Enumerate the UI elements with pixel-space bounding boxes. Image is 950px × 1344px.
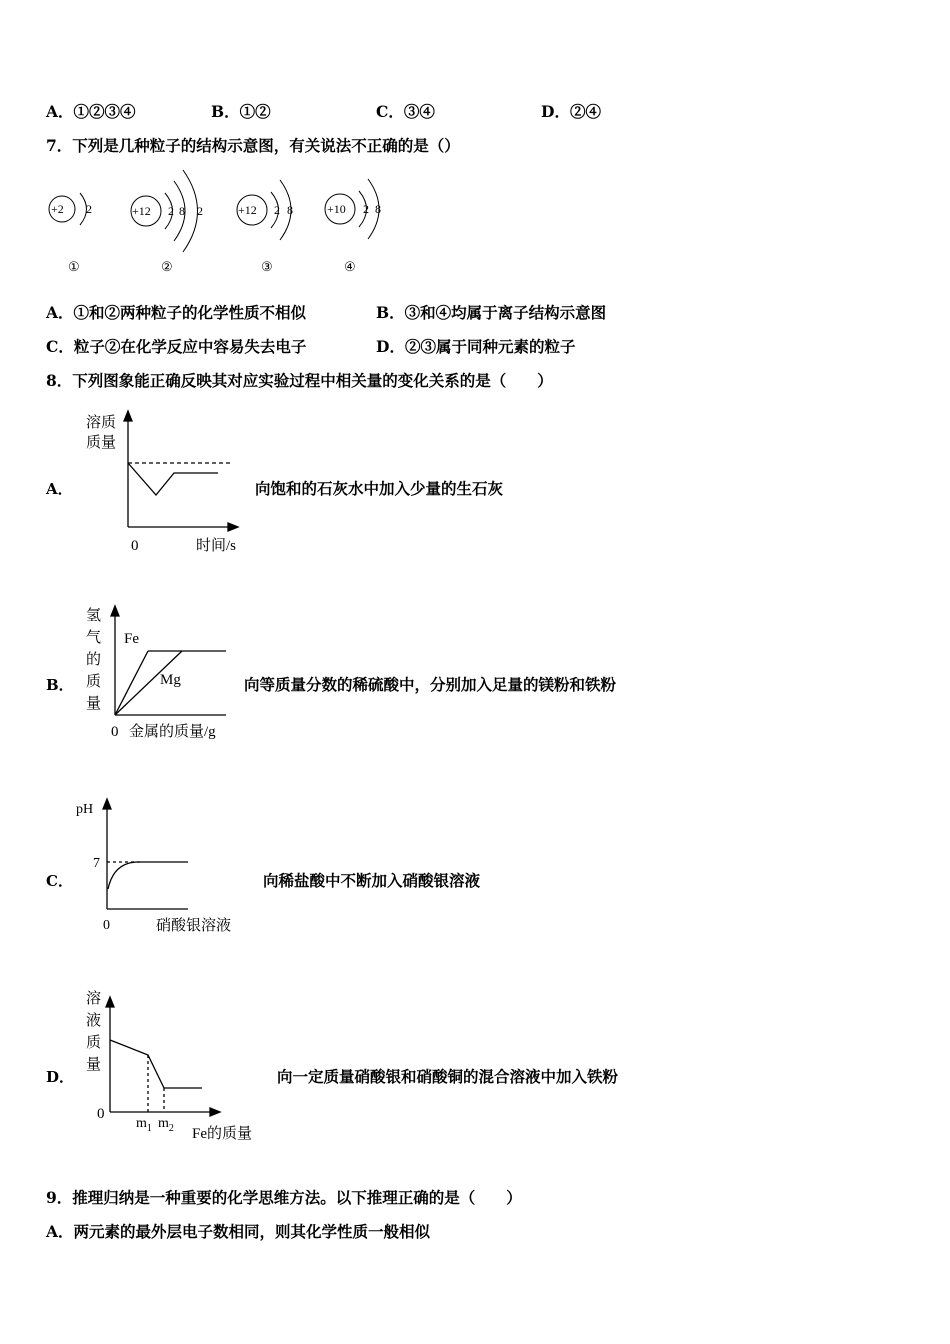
graph-d-tick-m2 [158, 1116, 174, 1134]
q8-option-d-desc: 向一定质量硝酸银和硝酸铜的混合溶液中加入铁粉 [277, 1067, 619, 1086]
q8-option-d-graph [78, 985, 278, 1145]
particle-2-shell-1-electrons: 2 [168, 204, 174, 218]
particle-2-nucleus-charge: +12 [132, 204, 151, 218]
graph-d-tick-m1-sub: 1 [146, 1123, 152, 1134]
q8-option-c-graph [70, 793, 250, 938]
q6-option-b-text: ①② [239, 102, 271, 121]
graph-a-xlabel: 时间/s [196, 538, 237, 554]
graph-d-x-axis-arrow [210, 1108, 220, 1116]
q6-option-d-text: ②④ [569, 102, 601, 121]
q6-option-d-letter: D． [541, 102, 570, 121]
q8-option-b-desc: 向等质量分数的稀硫酸中，分别加入足量的镁粉和铁粉 [244, 675, 617, 694]
q6-option-c-text: ③④ [403, 102, 435, 121]
graph-d-tick-m1-base: m [136, 1116, 147, 1131]
graph-b-series-fe-label: Fe [124, 631, 139, 647]
particle-2-shell-2-electrons: 8 [179, 204, 185, 218]
q9-option-a-letter: A． [46, 1222, 74, 1241]
particle-1-shell-1-electrons: 2 [86, 202, 92, 216]
q7-atomic-structure-diagrams [40, 165, 400, 280]
q8-option-a-graph [78, 405, 258, 555]
particle-1-mark: ① [68, 259, 80, 274]
particle-2-shell-3-electrons: 2 [197, 204, 203, 218]
q8-stem: 8．下列图象能正确反映其对应实验过程中相关量的变化关系的是（ ） [46, 371, 553, 390]
graph-d-origin: 0 [97, 1106, 105, 1122]
particle-4-nucleus-charge: +10 [327, 202, 346, 216]
q8-option-c-letter: C． [46, 872, 73, 890]
q8-option-c-desc: 向稀盐酸中不断加入硝酸银溶液 [263, 871, 481, 890]
graph-a-curve [128, 463, 218, 495]
graph-d-ylabel-1: 溶 [86, 991, 102, 1007]
q7-option-d-letter: D． [376, 337, 405, 356]
q8-option-a-desc: 向饱和的石灰水中加入少量的生石灰 [255, 479, 504, 498]
particle-3-nucleus-charge: +12 [238, 203, 257, 217]
q7-option-c-letter: C． [46, 337, 74, 356]
graph-a-ylabel-line1: 溶质 [86, 415, 117, 431]
graph-d-xlabel: Fe的质量 [192, 1126, 253, 1142]
graph-b-ylabel-3: 的 [86, 652, 102, 668]
graph-c-ph-curve [108, 862, 188, 889]
q6-option-a-letter: A． [46, 102, 74, 121]
q6-option-b [211, 102, 271, 122]
graph-b-series-mg-label: Mg [160, 672, 181, 688]
q6-option-d [541, 102, 601, 122]
graph-b-origin: 0 [111, 724, 119, 740]
q8-option-b-letter: B． [46, 676, 74, 694]
q7-option-a-letter: A． [46, 303, 74, 322]
graph-b-xlabel: 金属的质量/g [129, 724, 216, 740]
graph-a-ylabel-line2: 质量 [86, 435, 117, 451]
graph-a-y-axis-arrow [124, 411, 132, 421]
graph-d-ylabel-4: 量 [86, 1057, 102, 1073]
graph-d-tick-m1 [136, 1116, 152, 1134]
q8-option-a-letter: A． [46, 480, 73, 498]
graph-c-tick-7: 7 [93, 856, 100, 871]
particle-3-shell-1-electrons: 2 [274, 203, 280, 217]
graph-d-y-axis-arrow [106, 997, 114, 1007]
particle-4-shell-1-electrons: 2 [363, 202, 369, 216]
graph-d-tick-m2-sub: 2 [168, 1123, 174, 1134]
graph-d-ylabel-3: 质 [86, 1035, 102, 1051]
q7-option-b-text: ③和④均属于离子结构示意图 [404, 303, 607, 322]
q7-option-b [376, 303, 606, 323]
graph-c-ylabel: pH [76, 802, 94, 817]
particle-1-nucleus-charge: +2 [51, 202, 64, 216]
q7-option-d-text: ②③属于同种元素的粒子 [404, 337, 576, 356]
q7-stem: 7．下列是几种粒子的结构示意图，有关说法不正确的是（） [46, 136, 460, 155]
q7-option-c [46, 337, 306, 357]
q6-option-c [376, 102, 435, 122]
q7-option-c-text: 粒子②在化学反应中容易失去电子 [73, 337, 307, 356]
graph-b-fe-line [115, 651, 148, 715]
particle-3-shell-2-electrons: 8 [287, 203, 293, 217]
q9-option-a [46, 1222, 430, 1242]
graph-b-y-axis-arrow [111, 606, 119, 616]
q7-option-a-text: ①和②两种粒子的化学性质不相似 [73, 303, 307, 322]
particle-4-shell-2-electrons: 8 [375, 202, 381, 216]
graph-c-xlabel: 硝酸银溶液 [156, 918, 232, 934]
q9-option-a-text: 两元素的最外层电子数相同，则其化学性质一般相似 [73, 1222, 431, 1241]
particle-4-mark: ④ [344, 259, 356, 274]
graph-b-ylabel-4: 质 [86, 674, 102, 690]
graph-d-ylabel-2: 液 [86, 1013, 102, 1029]
q6-option-a-text: ①②③④ [73, 102, 136, 121]
q7-option-d [376, 337, 575, 357]
graph-a-origin: 0 [131, 538, 139, 554]
q7-option-b-letter: B． [376, 303, 405, 322]
graph-b-ylabel-5: 量 [86, 696, 102, 712]
q6-option-a [46, 102, 136, 122]
graph-d-mass-curve [110, 1040, 202, 1088]
graph-a-x-axis-arrow [228, 523, 238, 531]
graph-b-ylabel-2: 气 [86, 630, 102, 646]
q8-option-d-letter: D． [46, 1068, 75, 1086]
q7-option-a [46, 303, 306, 323]
q9-stem: 9．推理归纳是一种重要的化学思维方法。以下推理正确的是（ ） [46, 1188, 522, 1207]
graph-b-ylabel-1: 氢 [86, 608, 102, 624]
particle-3-mark: ③ [261, 259, 273, 274]
graph-c-y-axis-arrow [103, 799, 111, 809]
q6-option-b-letter: B． [211, 102, 240, 121]
particle-2-mark: ② [161, 259, 173, 274]
graph-c-origin: 0 [103, 918, 110, 933]
q6-option-c-letter: C． [376, 102, 404, 121]
q8-option-b-graph [78, 600, 238, 745]
graph-d-tick-m2-base: m [158, 1116, 169, 1131]
